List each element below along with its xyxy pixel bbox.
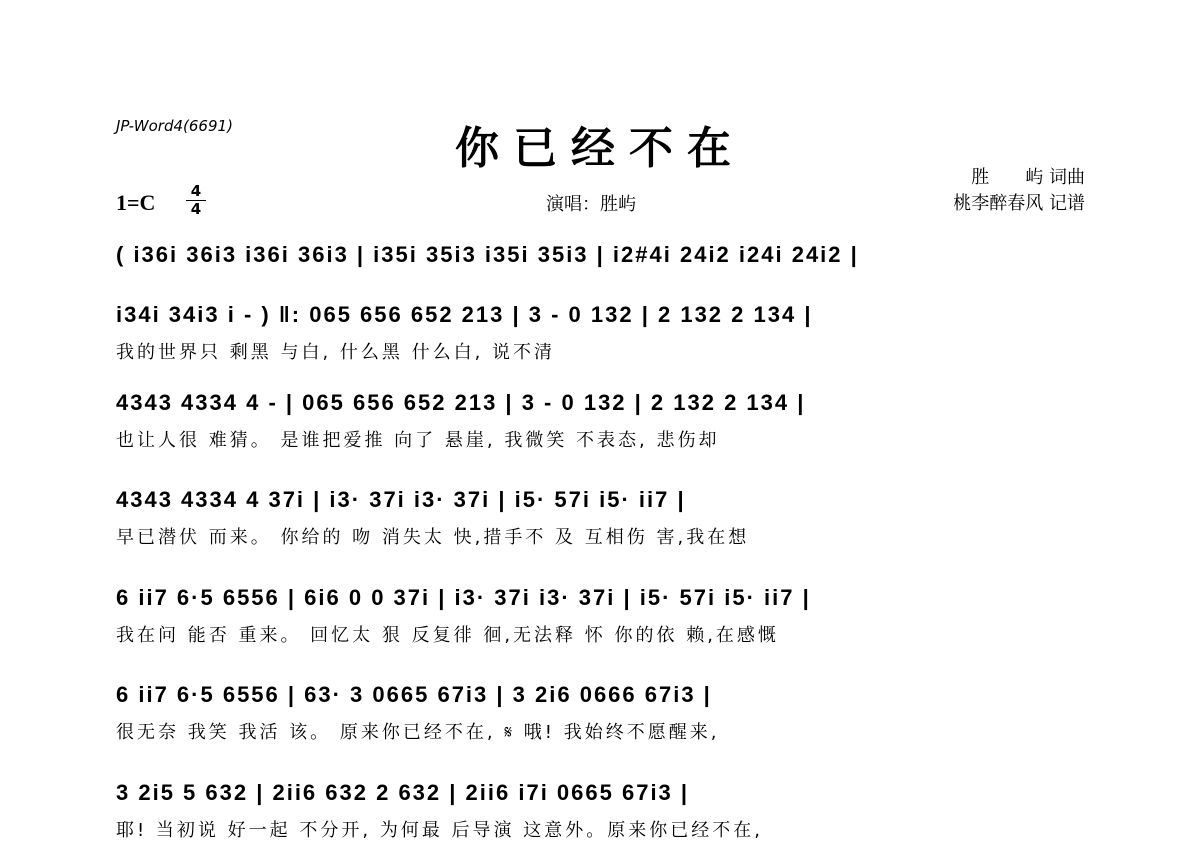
lyricist-composer-credit: 胜 屿 词曲 <box>971 167 1085 188</box>
lyric-line: 也让人很 难猜。 是谁把爱推 向了 悬崖, 我微笑 不表态, 悲伤却 <box>116 430 720 451</box>
song-title: 你已经不在 <box>455 123 745 174</box>
notation-line: 4343 4334 4 37i | i3· 37i i3· 37i | i5· 57i i5· ii7 | <box>116 487 686 512</box>
score-line-1 <box>116 242 1084 272</box>
score-line-4 <box>116 487 1084 548</box>
software-label: JP-Word4(6691) <box>116 117 233 135</box>
score-line-5 <box>116 585 1084 646</box>
score-line-7 <box>116 780 1084 841</box>
notation-line: 6 ii7 6·5 6556 | 63· 3 0665 67i3 | 3 2i6 0666 67i3 | <box>116 682 712 707</box>
transcriber-credit: 桃李醉春风 记谱 <box>953 193 1085 214</box>
time-signature-bottom: 4 <box>190 200 202 218</box>
lyric-line: 很无奈 我笑 我活 该。 原来你已经不在, 𝄋 哦! 我始终不愿醒来, <box>116 722 720 743</box>
lyric-line: 我的世界只 剩黑 与白, 什么黑 什么白, 说不清 <box>116 342 556 363</box>
notation-line: i34i 34i3 i - ) ‖: 065 656 652 213 | 3 - 0 132 | 2 132 2 134 | <box>116 302 813 327</box>
notation-line: 3 2i5 5 632 | 2ii6 632 2 632 | 2ii6 i7i 0665 67i3 | <box>116 780 690 805</box>
lyric-line: 早已潜伏 而来。 你给的 吻 消失太 快,措手不 及 互相伤 害,我在想 <box>116 527 750 548</box>
score-line-2 <box>116 302 1084 363</box>
score-line-3 <box>116 390 1084 451</box>
time-signature-top: 4 <box>190 182 202 200</box>
time-signature <box>186 184 206 217</box>
notation-line: 6 ii7 6·5 6556 | 6i6 0 0 37i | i3· 37i i3· 37i | i5· 57i i5· ii7 | <box>116 585 811 610</box>
notation-line: 4343 4334 4 - | 065 656 652 213 | 3 - 0 132 | 2 132 2 134 | <box>116 390 806 415</box>
lyric-line: 我在问 能否 重来。 回忆太 狠 反复徘 徊,无法释 怀 你的依 赖,在感慨 <box>116 625 779 646</box>
score-line-6 <box>116 682 1084 743</box>
key-signature: 1=C <box>116 190 156 215</box>
notation-line: ( i36i 36i3 i36i 36i3 | i35i 35i3 i35i 35i3 | i2#4i 24i2 i24i 24i2 | <box>116 242 859 267</box>
singer-credit: 演唱：胜屿 <box>546 194 636 215</box>
lyric-line: 耶! 当初说 好一起 不分开, 为何最 后导演 这意外。原来你已经不在, <box>116 820 763 841</box>
